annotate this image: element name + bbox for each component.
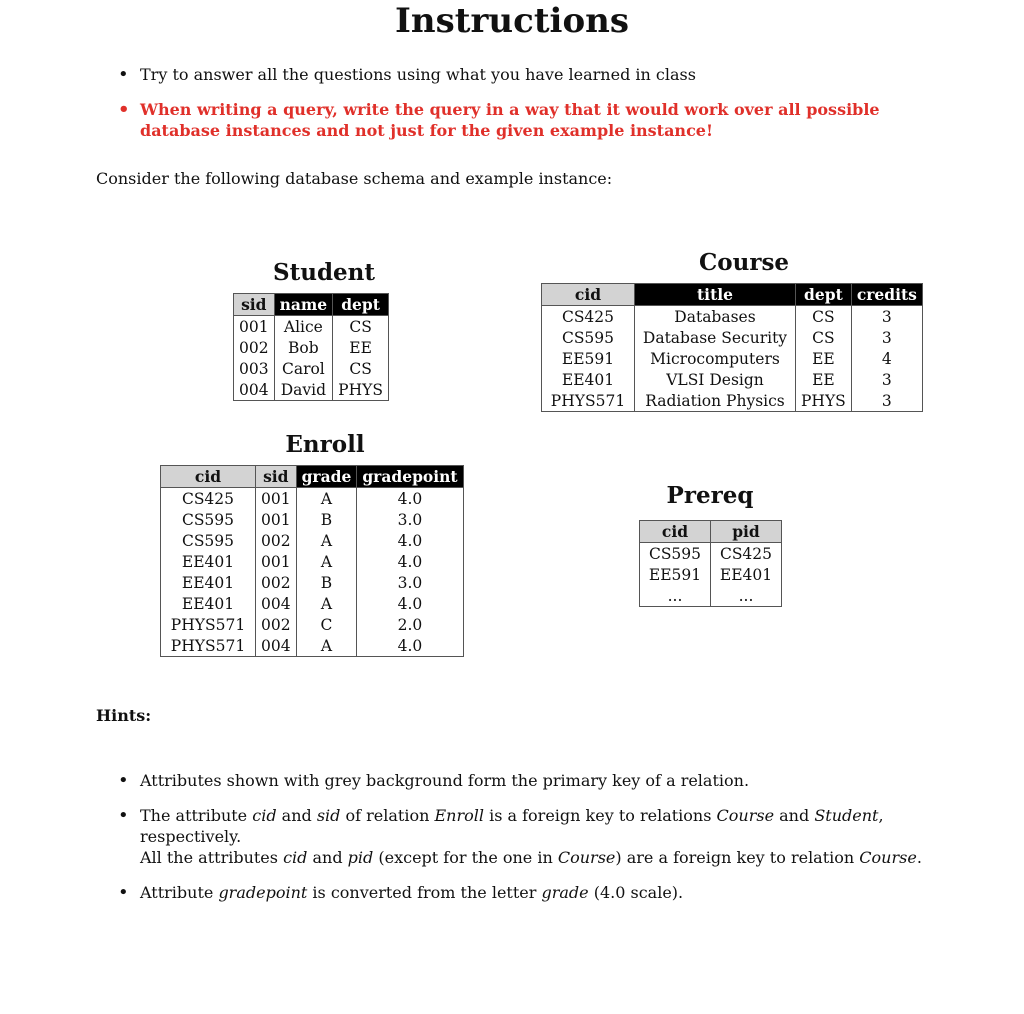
table-cell: ... (711, 585, 782, 607)
table-cell: 001 (256, 551, 297, 572)
table-row (161, 614, 464, 635)
table-cell: PHYS (796, 390, 852, 412)
table-cell: ... (667, 586, 683, 605)
table-cell: CS425 (181, 489, 235, 508)
instructions-list (96, 64, 956, 141)
table-cell: EE401 (181, 573, 235, 592)
table-cell: 3 (851, 369, 922, 390)
table-cell: 4.0 (357, 530, 463, 551)
table-cell: Databases (635, 306, 796, 328)
column-header: grade (296, 466, 357, 488)
table-row (542, 327, 923, 348)
hints-list (96, 770, 976, 903)
hint-item: • The attribute cid and sid of relation Enroll is a foreign key to relations Course and Student, respectively. All the attributes cid and pid (except for the one in Course) are a foreign key to relation Course. (96, 805, 976, 868)
table-row (234, 337, 389, 358)
table-cell: CS425 (561, 307, 615, 326)
table-cell: Database Security (635, 327, 796, 348)
column-header: sid (234, 294, 275, 316)
course-table-title: Course (698, 249, 790, 276)
table-cell: CS595 (561, 328, 615, 347)
table-row (161, 551, 464, 572)
table-cell: CS595 (181, 510, 235, 529)
course-table (541, 283, 923, 412)
table-cell: EE401 (711, 564, 782, 585)
table-cell: EE (796, 348, 852, 369)
table-cell: 4.0 (357, 593, 463, 614)
table-cell: 004 (256, 593, 297, 614)
table-cell: 002 (256, 572, 297, 593)
table-row (542, 306, 923, 328)
table-cell: Radiation Physics (635, 390, 796, 412)
table-cell: CS425 (711, 543, 782, 565)
enroll-table-title: Enroll (285, 431, 365, 458)
table-cell: CS (333, 316, 389, 338)
column-header: cid (161, 466, 256, 488)
table-cell: PHYS571 (170, 636, 246, 655)
table-row (234, 358, 389, 379)
instruction-item-warning: • When writing a query, write the query in a way that it would work over all possible database instances and not just for the given example instance! (96, 99, 956, 141)
table-cell: 4.0 (357, 635, 463, 657)
column-header: cid (542, 284, 635, 306)
intro-text: Consider the following database schema and example instance: (96, 169, 613, 188)
hints-label: Hints: (96, 706, 152, 725)
table-cell: 002 (256, 530, 297, 551)
table-cell: B (296, 509, 357, 530)
table-cell: Carol (274, 358, 333, 379)
table-cell: 004 (256, 635, 297, 657)
table-cell: CS (796, 306, 852, 328)
column-header: gradepoint (357, 466, 463, 488)
table-row (234, 316, 389, 338)
table-row (542, 348, 923, 369)
table-cell: 001 (256, 509, 297, 530)
table-cell: CS595 (181, 531, 235, 550)
table-row (161, 572, 464, 593)
table-cell: EE591 (561, 349, 615, 368)
instruction-item: • Try to answer all the questions using what you have learned in class (96, 64, 956, 85)
table-cell: 002 (256, 614, 297, 635)
table-cell: EE (796, 369, 852, 390)
table-cell: 003 (239, 359, 269, 378)
student-table-title: Student (272, 259, 376, 286)
column-header: dept (796, 284, 852, 306)
table-cell: B (296, 572, 357, 593)
table-row (161, 488, 464, 510)
table-cell: A (296, 635, 357, 657)
column-header: dept (333, 294, 389, 316)
table-cell: CS (796, 327, 852, 348)
prereq-table (639, 520, 782, 607)
table-cell: EE591 (648, 565, 702, 584)
table-cell: PHYS571 (170, 615, 246, 634)
table-cell: EE (333, 337, 389, 358)
table-cell: EE401 (561, 370, 615, 389)
column-header: title (635, 284, 796, 306)
table-cell: 001 (256, 488, 297, 510)
enroll-table (160, 465, 464, 657)
page-title: Instructions (395, 1, 629, 41)
table-cell: 3 (851, 327, 922, 348)
table-cell: 002 (239, 338, 269, 357)
column-header: name (274, 294, 333, 316)
column-header: credits (851, 284, 922, 306)
column-header: pid (711, 521, 782, 543)
prereq-table-title: Prereq (666, 482, 754, 509)
table-cell: 3.0 (357, 572, 463, 593)
table-row (640, 564, 782, 585)
table-cell: CS (333, 358, 389, 379)
table-row (161, 509, 464, 530)
table-cell: 4.0 (357, 488, 463, 510)
table-cell: PHYS (333, 379, 389, 401)
table-cell: PHYS571 (550, 391, 626, 410)
table-cell: A (296, 551, 357, 572)
table-cell: C (296, 614, 357, 635)
table-cell: 4 (851, 348, 922, 369)
table-row (161, 530, 464, 551)
table-cell: CS595 (648, 544, 702, 563)
table-cell: EE401 (181, 594, 235, 613)
table-row (640, 543, 782, 565)
table-cell: EE401 (181, 552, 235, 571)
table-cell: A (296, 530, 357, 551)
table-cell: 3 (851, 390, 922, 412)
table-row (542, 369, 923, 390)
table-cell: 004 (239, 380, 269, 399)
student-table (233, 293, 389, 401)
table-cell: 3.0 (357, 509, 463, 530)
table-cell: Alice (274, 316, 333, 338)
table-row (234, 379, 389, 401)
table-row (161, 593, 464, 614)
table-cell: 001 (239, 317, 269, 336)
table-cell: A (296, 488, 357, 510)
column-header: sid (256, 466, 297, 488)
table-cell: David (274, 379, 333, 401)
table-cell: Microcomputers (635, 348, 796, 369)
table-cell: A (296, 593, 357, 614)
hint-item: • Attribute gradepoint is converted from the letter grade (4.0 scale). (96, 882, 976, 903)
table-row (542, 390, 923, 412)
table-cell: 2.0 (357, 614, 463, 635)
table-row (161, 635, 464, 657)
table-cell: 4.0 (357, 551, 463, 572)
table-row (640, 585, 782, 607)
table-cell: VLSI Design (635, 369, 796, 390)
table-cell: Bob (274, 337, 333, 358)
hint-item: • Attributes shown with grey background form the primary key of a relation. (96, 770, 976, 791)
table-cell: 3 (851, 306, 922, 328)
column-header: cid (640, 521, 711, 543)
